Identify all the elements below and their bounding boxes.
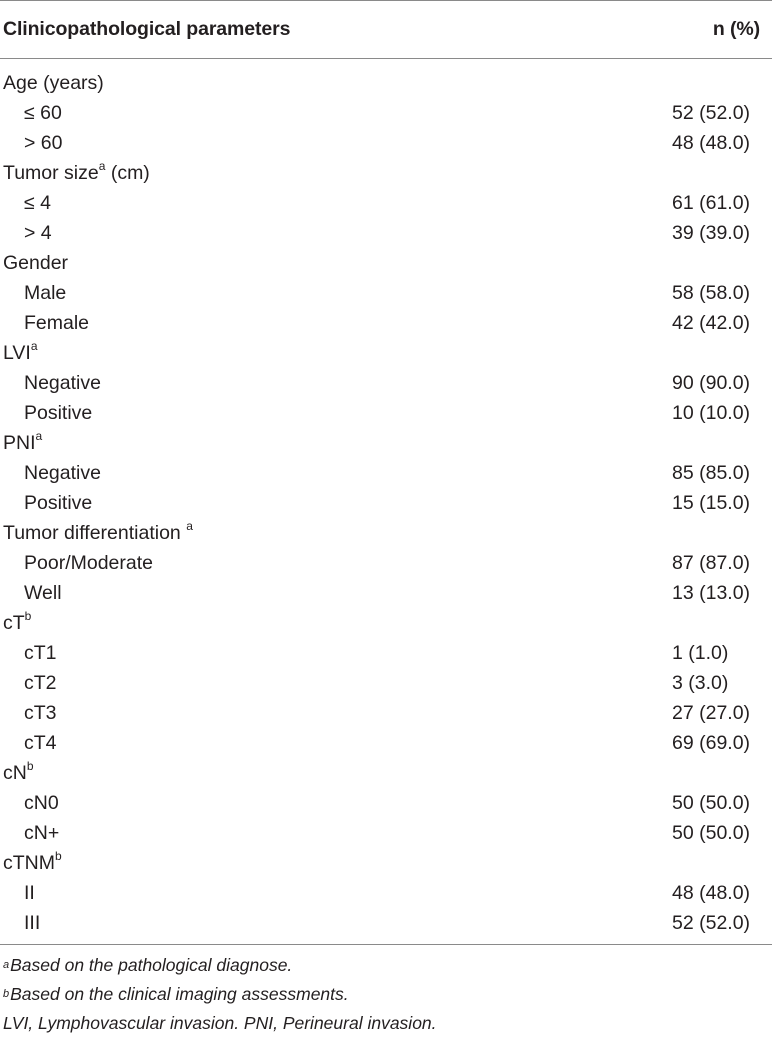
table-group-row — [0, 248, 772, 278]
table-body — [0, 59, 772, 944]
row-label — [0, 372, 101, 395]
table-row — [0, 278, 772, 308]
table-row — [0, 908, 772, 938]
row-label — [0, 192, 51, 215]
footnote-marker: a — [30, 339, 38, 353]
row-label-text: Positive — [24, 401, 93, 424]
row-label — [0, 732, 57, 755]
table-row — [0, 218, 772, 248]
table-row — [0, 398, 772, 428]
row-value: 27 (27.0) — [672, 701, 751, 724]
row-label — [0, 429, 43, 455]
table-group-row — [0, 158, 772, 188]
row-label — [0, 252, 68, 275]
row-label — [0, 582, 62, 605]
row-value: 90 (90.0) — [672, 371, 751, 394]
row-value: 13 (13.0) — [672, 581, 751, 604]
row-label-unit: (cm) — [105, 161, 150, 184]
row-label — [0, 102, 62, 125]
row-label-text: > 4 — [24, 221, 52, 244]
row-label — [0, 519, 193, 545]
table-row — [0, 188, 772, 218]
table-row — [0, 788, 772, 818]
row-label-text: Negative — [24, 461, 101, 484]
table-group-row — [0, 848, 772, 878]
table-row — [0, 458, 772, 488]
table-row — [0, 488, 772, 518]
row-label — [0, 222, 52, 245]
row-value: 48 (48.0) — [672, 881, 751, 904]
footnote-text: Based on the pathological diagnose. — [10, 955, 293, 975]
row-label-text: Age (years) — [3, 71, 104, 94]
footnote-marker: b — [26, 759, 34, 773]
row-value: 39 (39.0) — [672, 221, 751, 244]
row-label — [0, 792, 59, 815]
row-value: 3 (3.0) — [672, 671, 729, 694]
row-label-text: Poor/Moderate — [24, 551, 153, 574]
table-row — [0, 878, 772, 908]
row-label-text: ≤ 4 — [24, 191, 51, 214]
row-label-text: cN0 — [24, 791, 59, 814]
footnote-marker: b — [55, 849, 62, 863]
row-label-text: ≤ 60 — [24, 101, 62, 124]
table-row — [0, 728, 772, 758]
row-label — [0, 552, 153, 575]
table-row — [0, 698, 772, 728]
footnote — [0, 1009, 772, 1038]
table-row — [0, 548, 772, 578]
table-group-row — [0, 428, 772, 458]
row-value: 69 (69.0) — [672, 731, 751, 754]
row-label — [0, 912, 40, 935]
table-row — [0, 638, 772, 668]
footnotes — [0, 945, 772, 1038]
row-value: 42 (42.0) — [672, 311, 751, 334]
row-label-text: PNI — [3, 431, 36, 454]
row-label-text: cT2 — [24, 671, 57, 694]
row-label — [0, 402, 92, 425]
row-label-text: II — [24, 881, 35, 904]
row-label — [0, 642, 57, 665]
row-label-text: Tumor size — [3, 161, 99, 184]
row-value: 58 (58.0) — [672, 281, 751, 304]
row-value: 87 (87.0) — [672, 551, 751, 574]
row-label-text: Gender — [3, 251, 69, 274]
row-value: 48 (48.0) — [672, 131, 751, 154]
row-value: 85 (85.0) — [672, 461, 751, 484]
row-label-text: cTNM — [3, 851, 55, 874]
row-label-text: cT3 — [24, 701, 57, 724]
table-row — [0, 98, 772, 128]
row-label — [0, 462, 101, 485]
row-label — [0, 702, 57, 725]
row-value: 50 (50.0) — [672, 791, 751, 814]
row-label — [0, 492, 92, 515]
table-row — [0, 308, 772, 338]
row-label-text: cT1 — [24, 641, 57, 664]
table-header — [0, 1, 772, 58]
table-row — [0, 128, 772, 158]
row-label-text: cT4 — [24, 731, 57, 754]
footnote-marker: a — [35, 429, 43, 443]
row-label-text: cN — [3, 761, 27, 784]
row-label — [0, 159, 150, 185]
row-label — [0, 132, 63, 155]
row-value: 50 (50.0) — [672, 821, 751, 844]
footnote: $^b$ Based on the clinical imaging assessments. — [3, 984, 349, 1004]
table-row — [0, 818, 772, 848]
row-label-text: Tumor differentiation — [3, 521, 187, 544]
table-group-row — [0, 338, 772, 368]
row-label-text: III — [24, 911, 41, 934]
row-label — [0, 849, 62, 875]
table-row — [0, 578, 772, 608]
footnote: $^a$ Based on the pathological diagnose. — [3, 955, 293, 975]
row-label-text: cT — [3, 611, 25, 634]
row-label — [0, 882, 35, 905]
table-row — [0, 368, 772, 398]
row-value: 52 (52.0) — [672, 101, 751, 124]
row-value: 15 (15.0) — [672, 491, 751, 514]
row-label — [0, 72, 104, 95]
header-parameters: Clinicopathological parameters — [3, 18, 291, 40]
row-value: 1 (1.0) — [672, 641, 729, 664]
row-label-text: Positive — [24, 491, 93, 514]
row-label-text: Well — [24, 581, 62, 604]
row-label — [0, 282, 66, 305]
table-row — [0, 668, 772, 698]
row-label — [0, 759, 34, 785]
table-group-row — [0, 68, 772, 98]
table-group-row — [0, 758, 772, 788]
row-label-text: Female — [24, 311, 90, 334]
row-value: 52 (52.0) — [672, 911, 751, 934]
row-value: 61 (61.0) — [672, 191, 751, 214]
row-label — [0, 339, 38, 365]
row-label-text: cN+ — [24, 821, 60, 844]
footnote-marker: a — [186, 519, 193, 533]
footnote-marker: a — [98, 159, 106, 173]
footnote-text: Based on the clinical imaging assessments. — [10, 984, 349, 1004]
footnote-text: LVI, Lymphovascular invasion. PNI, Perineural invasion. — [3, 1013, 437, 1033]
row-label — [0, 609, 32, 635]
row-label — [0, 672, 57, 695]
header-n-percent: n (%) — [712, 18, 760, 40]
table-group-row — [0, 518, 772, 548]
row-value: 10 (10.0) — [672, 401, 751, 424]
row-label-text: > 60 — [24, 131, 63, 154]
row-label — [0, 312, 89, 335]
table-group-row — [0, 608, 772, 638]
row-label-text: LVI — [3, 341, 31, 364]
row-label-text: Negative — [24, 371, 101, 394]
footnote-marker: b — [24, 609, 32, 623]
row-label-text: Male — [24, 281, 67, 304]
row-label — [0, 822, 59, 845]
